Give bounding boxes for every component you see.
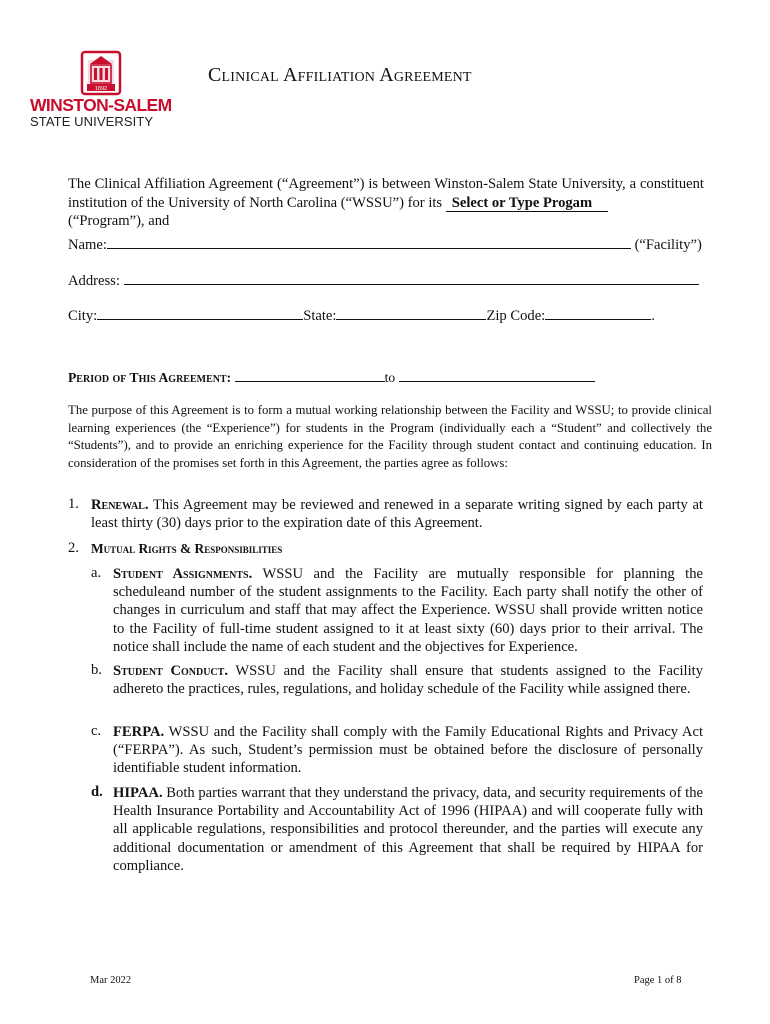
student-conduct-text: WSSU and the Facility shall ensure that students assigned to the Facility adhereto the practices, rules, regulations, and holiday schedule of the Facility while assigned there. bbox=[113, 663, 704, 698]
student-conduct-heading: Student Conduct. bbox=[113, 663, 228, 679]
ferpa-text: WSSU and the Facility shall comply with the Family Educational Rights and Privacy Act (“FERPA”). As such, Student’s permission must be obtained before the disclosure of personally identifiable student information. bbox=[113, 724, 704, 777]
item-a-letter: a. bbox=[91, 565, 102, 581]
zip-input[interactable] bbox=[545, 307, 651, 320]
logo-subtitle: STATE UNIVERSITY bbox=[30, 114, 154, 129]
state-label: State: bbox=[303, 308, 337, 324]
period-to: to bbox=[384, 370, 396, 385]
city-state-zip-row bbox=[68, 307, 655, 325]
program-select[interactable]: Select or Type Progam bbox=[446, 195, 608, 212]
intro-paragraph bbox=[68, 175, 704, 231]
zip-label: Zip Code: bbox=[486, 308, 546, 324]
section-2-heading bbox=[91, 540, 282, 558]
renewal-text: This Agreement may be reviewed and renewed in a separate writing signed by each party at least thirty (30) days prior to the expiration date of this Agreement. bbox=[91, 497, 703, 532]
item-student-conduct bbox=[113, 662, 703, 698]
address-field-row bbox=[68, 272, 699, 290]
university-logo bbox=[30, 50, 170, 132]
name-label: Name: bbox=[68, 237, 107, 253]
section-renewal bbox=[91, 496, 703, 532]
address-input[interactable] bbox=[124, 272, 699, 285]
section-1-number: 1. bbox=[68, 496, 79, 512]
intro-after: (“Program”), and bbox=[68, 213, 170, 229]
purpose-paragraph: The purpose of this Agreement is to form a mutual working relationship between the Facility and WSSU; to provide clinical learning experiences (the “Experience”) for students in the Program (individually each a “Student” and collectively the “Students”), and to provide an enriching experience for the Facility through student contact and continuing education. In consideration of the promises set forth in this Agreement, the parties agree as follows: bbox=[68, 403, 712, 470]
address-label: Address: bbox=[68, 273, 120, 289]
logo-name: WINSTON-SALEM bbox=[30, 95, 172, 115]
period-start-input[interactable] bbox=[235, 369, 385, 382]
document-title: Clinical Affiliation Agreement bbox=[208, 64, 472, 86]
section-2-number: 2. bbox=[68, 540, 79, 556]
hipaa-heading: HIPAA. bbox=[113, 785, 163, 801]
item-hipaa bbox=[113, 784, 703, 875]
state-input[interactable] bbox=[336, 307, 486, 320]
facility-suffix: (“Facility”) bbox=[634, 237, 702, 253]
item-d-letter: d. bbox=[91, 784, 103, 800]
period-label: Period of This Agreement: bbox=[68, 370, 232, 385]
name-input[interactable] bbox=[107, 236, 631, 249]
hipaa-text: Both parties warrant that they understand the privacy, data, and security requirements of the Health Insurance Portability and Accountability Act of 1996 (HIPAA) and will cooperate fully with all applicable regulations, responsibilities and protocol thereunder, and the parties will execute any additional documentation or amendment of this Agreement that shall be required by HIPAA for compliance. bbox=[113, 785, 703, 874]
item-student-assignments bbox=[113, 565, 703, 656]
item-b-letter: b. bbox=[91, 662, 102, 678]
footer-page: Page 1 of 8 bbox=[634, 975, 682, 986]
intro-text: The Clinical Affiliation Agreement (“Agreement”) is between Winston-Salem State University, a constituent institution of the University of North Carolina (“WSSU”) for its bbox=[68, 176, 704, 211]
zip-end: . bbox=[651, 308, 655, 324]
logo-year: 1892 bbox=[94, 86, 108, 92]
item-ferpa bbox=[113, 723, 703, 778]
mutual-rights-heading: Mutual Rights & Responsibilities bbox=[91, 541, 283, 556]
student-assignments-text: WSSU and the Facility are mutually responsible for planning the scheduleand number of the student assignments to the Facility. Each party shall notify the other of changes in curriculum and staff that may affect the Experience. WSSU shall provide written notice to the Facility of full-time student assigned to it at least sixty (60) days prior to their arrival. The notice shall include the name of each student and the objectives for Experience. bbox=[113, 566, 704, 655]
city-input[interactable] bbox=[97, 307, 303, 320]
city-label: City: bbox=[68, 308, 98, 324]
period-row bbox=[68, 369, 595, 386]
footer-date: Mar 2022 bbox=[90, 975, 132, 986]
name-field-row bbox=[68, 236, 702, 254]
period-end-input[interactable] bbox=[399, 369, 595, 382]
renewal-heading: Renewal. bbox=[91, 497, 149, 513]
item-c-letter: c. bbox=[91, 723, 102, 739]
ferpa-heading: FERPA. bbox=[113, 724, 165, 740]
tower-emblem-icon bbox=[80, 50, 122, 96]
student-assignments-heading: Student Assignments. bbox=[113, 566, 253, 582]
